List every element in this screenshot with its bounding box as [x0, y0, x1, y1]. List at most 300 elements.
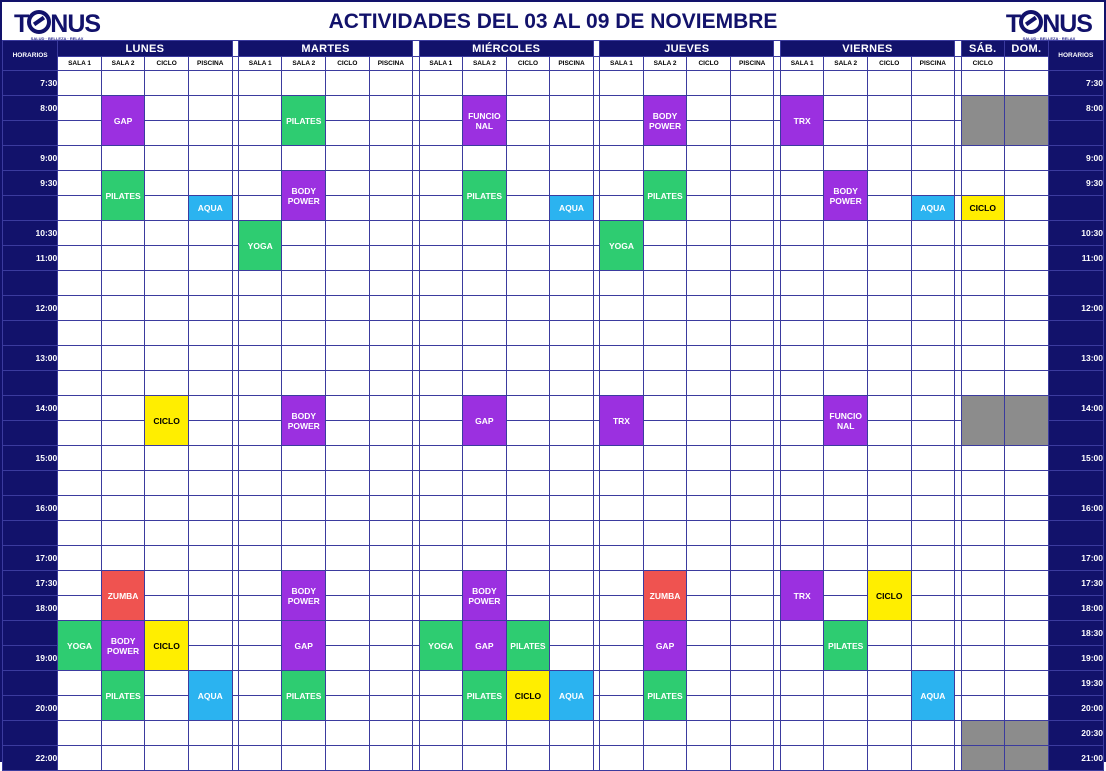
slot[interactable]: [326, 121, 370, 146]
slot[interactable]: [188, 146, 232, 171]
slot-domingo[interactable]: [1005, 571, 1049, 596]
slot[interactable]: [824, 471, 868, 496]
slot[interactable]: [145, 746, 189, 771]
slot[interactable]: [188, 496, 232, 521]
slot[interactable]: [550, 321, 594, 346]
class-lunes-pilates[interactable]: PILATES: [101, 171, 145, 221]
slot[interactable]: [550, 171, 594, 196]
slot[interactable]: [145, 96, 189, 121]
slot[interactable]: [600, 71, 644, 96]
slot-domingo[interactable]: [1005, 346, 1049, 371]
slot[interactable]: [101, 246, 145, 271]
slot[interactable]: [463, 146, 507, 171]
slot[interactable]: [326, 321, 370, 346]
slot[interactable]: [824, 271, 868, 296]
slot[interactable]: [419, 121, 463, 146]
slot[interactable]: [145, 321, 189, 346]
slot[interactable]: [600, 471, 644, 496]
slot[interactable]: [188, 746, 232, 771]
class-miercoles-aqua[interactable]: AQUA: [550, 196, 594, 221]
slot[interactable]: [730, 346, 774, 371]
slot[interactable]: [369, 671, 413, 696]
slot[interactable]: [600, 446, 644, 471]
slot[interactable]: [188, 421, 232, 446]
slot[interactable]: [463, 546, 507, 571]
slot[interactable]: [600, 96, 644, 121]
slot[interactable]: [282, 71, 326, 96]
slot[interactable]: [730, 646, 774, 671]
slot[interactable]: [326, 546, 370, 571]
slot[interactable]: [643, 396, 687, 421]
slot[interactable]: [550, 421, 594, 446]
slot[interactable]: [643, 371, 687, 396]
slot[interactable]: [780, 696, 824, 721]
slot[interactable]: [58, 696, 102, 721]
slot[interactable]: [550, 96, 594, 121]
slot[interactable]: [369, 521, 413, 546]
slot[interactable]: [463, 271, 507, 296]
slot[interactable]: [867, 121, 911, 146]
slot[interactable]: [867, 246, 911, 271]
slot-domingo[interactable]: [1005, 671, 1049, 696]
slot[interactable]: [911, 346, 955, 371]
slot[interactable]: [145, 371, 189, 396]
slot[interactable]: [506, 196, 550, 221]
slot[interactable]: [687, 721, 731, 746]
slot-sabado[interactable]: [961, 171, 1005, 196]
class-miercoles-gap[interactable]: GAP: [463, 396, 507, 446]
slot[interactable]: [730, 296, 774, 321]
slot[interactable]: [506, 746, 550, 771]
slot[interactable]: [687, 196, 731, 221]
slot[interactable]: [58, 121, 102, 146]
slot-sabado[interactable]: [961, 146, 1005, 171]
slot[interactable]: [419, 471, 463, 496]
slot[interactable]: [419, 596, 463, 621]
class-lunes-aqua[interactable]: AQUA: [188, 196, 232, 221]
slot[interactable]: [780, 171, 824, 196]
slot[interactable]: [867, 196, 911, 221]
slot[interactable]: [730, 596, 774, 621]
slot[interactable]: [238, 671, 282, 696]
slot[interactable]: [145, 571, 189, 596]
slot[interactable]: [238, 146, 282, 171]
slot[interactable]: [419, 346, 463, 371]
slot[interactable]: [643, 421, 687, 446]
slot[interactable]: [145, 546, 189, 571]
slot[interactable]: [238, 171, 282, 196]
slot[interactable]: [419, 446, 463, 471]
slot[interactable]: [730, 121, 774, 146]
slot[interactable]: [369, 346, 413, 371]
slot[interactable]: [326, 396, 370, 421]
slot[interactable]: [730, 321, 774, 346]
slot[interactable]: [369, 96, 413, 121]
slot[interactable]: [419, 271, 463, 296]
slot[interactable]: [867, 146, 911, 171]
slot[interactable]: [238, 396, 282, 421]
slot[interactable]: [550, 496, 594, 521]
slot[interactable]: [463, 521, 507, 546]
slot-domingo[interactable]: [1005, 471, 1049, 496]
slot[interactable]: [369, 196, 413, 221]
slot[interactable]: [369, 421, 413, 446]
slot[interactable]: [188, 521, 232, 546]
slot[interactable]: [780, 646, 824, 671]
slot[interactable]: [101, 271, 145, 296]
slot[interactable]: [600, 321, 644, 346]
slot[interactable]: [238, 96, 282, 121]
slot[interactable]: [643, 146, 687, 171]
slot[interactable]: [600, 121, 644, 146]
slot[interactable]: [824, 71, 868, 96]
slot[interactable]: [58, 296, 102, 321]
slot[interactable]: [238, 371, 282, 396]
slot[interactable]: [58, 321, 102, 346]
slot-sabado[interactable]: [961, 621, 1005, 646]
slot[interactable]: [145, 471, 189, 496]
slot[interactable]: [824, 221, 868, 246]
slot[interactable]: [326, 71, 370, 96]
slot[interactable]: [911, 446, 955, 471]
slot[interactable]: [687, 646, 731, 671]
slot[interactable]: [326, 671, 370, 696]
slot[interactable]: [600, 371, 644, 396]
slot[interactable]: [463, 71, 507, 96]
slot[interactable]: [824, 671, 868, 696]
slot[interactable]: [238, 696, 282, 721]
slot[interactable]: [550, 296, 594, 321]
slot[interactable]: [506, 321, 550, 346]
slot[interactable]: [550, 746, 594, 771]
slot[interactable]: [145, 121, 189, 146]
slot[interactable]: [780, 446, 824, 471]
slot[interactable]: [911, 396, 955, 421]
slot[interactable]: [643, 471, 687, 496]
slot[interactable]: [687, 546, 731, 571]
slot[interactable]: [238, 71, 282, 96]
slot[interactable]: [643, 296, 687, 321]
slot[interactable]: [188, 221, 232, 246]
slot[interactable]: [780, 746, 824, 771]
class-martes-pilates-noche[interactable]: PILATES: [282, 671, 326, 721]
slot[interactable]: [58, 421, 102, 446]
slot[interactable]: [687, 221, 731, 246]
slot[interactable]: [867, 546, 911, 571]
slot[interactable]: [550, 596, 594, 621]
slot[interactable]: [188, 271, 232, 296]
slot[interactable]: [730, 146, 774, 171]
slot[interactable]: [188, 646, 232, 671]
slot[interactable]: [867, 221, 911, 246]
slot[interactable]: [282, 246, 326, 271]
slot[interactable]: [58, 521, 102, 546]
slot[interactable]: [326, 696, 370, 721]
slot[interactable]: [369, 496, 413, 521]
slot[interactable]: [369, 321, 413, 346]
slot[interactable]: [687, 96, 731, 121]
slot[interactable]: [58, 746, 102, 771]
slot[interactable]: [101, 421, 145, 446]
slot[interactable]: [145, 221, 189, 246]
slot[interactable]: [687, 746, 731, 771]
slot[interactable]: [369, 296, 413, 321]
slot[interactable]: [369, 71, 413, 96]
slot-domingo[interactable]: [1005, 521, 1049, 546]
slot[interactable]: [550, 471, 594, 496]
slot[interactable]: [867, 696, 911, 721]
slot-domingo[interactable]: [1005, 546, 1049, 571]
slot[interactable]: [867, 71, 911, 96]
slot[interactable]: [326, 296, 370, 321]
slot[interactable]: [600, 596, 644, 621]
slot[interactable]: [419, 321, 463, 346]
slot[interactable]: [282, 296, 326, 321]
slot[interactable]: [506, 521, 550, 546]
slot[interactable]: [600, 696, 644, 721]
slot[interactable]: [730, 396, 774, 421]
slot[interactable]: [824, 371, 868, 396]
slot[interactable]: [326, 196, 370, 221]
slot-sabado[interactable]: [961, 646, 1005, 671]
slot[interactable]: [145, 696, 189, 721]
slot-sabado[interactable]: [961, 571, 1005, 596]
slot[interactable]: [369, 121, 413, 146]
class-miercoles-gap-noche[interactable]: GAP: [463, 621, 507, 671]
slot[interactable]: [58, 271, 102, 296]
slot[interactable]: [326, 471, 370, 496]
slot[interactable]: [463, 371, 507, 396]
slot[interactable]: [911, 71, 955, 96]
class-viernes-trx-noche[interactable]: TRX: [780, 571, 824, 621]
slot[interactable]: [238, 421, 282, 446]
slot[interactable]: [419, 696, 463, 721]
slot[interactable]: [824, 721, 868, 746]
slot[interactable]: [824, 746, 868, 771]
class-viernes-bodypower[interactable]: BODY POWER: [824, 171, 868, 221]
class-miercoles-pilates-noche[interactable]: PILATES: [463, 671, 507, 721]
slot[interactable]: [730, 746, 774, 771]
slot[interactable]: [687, 171, 731, 196]
slot[interactable]: [911, 596, 955, 621]
slot[interactable]: [911, 746, 955, 771]
slot[interactable]: [188, 571, 232, 596]
slot[interactable]: [506, 546, 550, 571]
slot[interactable]: [911, 171, 955, 196]
slot[interactable]: [419, 171, 463, 196]
slot[interactable]: [867, 621, 911, 646]
slot[interactable]: [824, 146, 868, 171]
slot[interactable]: [687, 296, 731, 321]
slot[interactable]: [101, 521, 145, 546]
slot[interactable]: [911, 221, 955, 246]
slot[interactable]: [867, 746, 911, 771]
slot[interactable]: [550, 371, 594, 396]
slot[interactable]: [188, 546, 232, 571]
slot[interactable]: [419, 546, 463, 571]
slot[interactable]: [780, 371, 824, 396]
slot[interactable]: [58, 446, 102, 471]
slot[interactable]: [911, 546, 955, 571]
slot[interactable]: [911, 296, 955, 321]
slot[interactable]: [238, 121, 282, 146]
slot[interactable]: [911, 146, 955, 171]
slot[interactable]: [369, 446, 413, 471]
slot[interactable]: [730, 671, 774, 696]
class-sabado-ciclo[interactable]: CICLO: [961, 196, 1005, 221]
slot[interactable]: [506, 596, 550, 621]
slot[interactable]: [58, 71, 102, 96]
slot[interactable]: [506, 421, 550, 446]
slot[interactable]: [506, 296, 550, 321]
slot[interactable]: [550, 646, 594, 671]
slot[interactable]: [600, 496, 644, 521]
slot[interactable]: [326, 246, 370, 271]
slot[interactable]: [238, 321, 282, 346]
slot[interactable]: [188, 721, 232, 746]
class-lunes-gap[interactable]: GAP: [101, 96, 145, 146]
slot[interactable]: [326, 421, 370, 446]
class-jueves-yoga[interactable]: YOGA: [600, 221, 644, 271]
slot[interactable]: [463, 746, 507, 771]
slot[interactable]: [58, 471, 102, 496]
slot[interactable]: [326, 146, 370, 171]
slot[interactable]: [730, 71, 774, 96]
slot[interactable]: [600, 646, 644, 671]
slot[interactable]: [58, 221, 102, 246]
slot[interactable]: [506, 571, 550, 596]
slot[interactable]: [369, 696, 413, 721]
slot[interactable]: [687, 696, 731, 721]
slot[interactable]: [867, 421, 911, 446]
slot[interactable]: [687, 446, 731, 471]
slot[interactable]: [643, 521, 687, 546]
slot[interactable]: [145, 446, 189, 471]
slot[interactable]: [550, 621, 594, 646]
slot[interactable]: [643, 446, 687, 471]
slot[interactable]: [687, 571, 731, 596]
slot[interactable]: [326, 446, 370, 471]
slot[interactable]: [369, 171, 413, 196]
slot[interactable]: [730, 571, 774, 596]
slot[interactable]: [911, 246, 955, 271]
slot[interactable]: [643, 346, 687, 371]
class-martes-bodypower-noche[interactable]: BODY POWER: [282, 571, 326, 621]
slot[interactable]: [824, 96, 868, 121]
slot[interactable]: [238, 746, 282, 771]
slot[interactable]: [824, 496, 868, 521]
slot-domingo[interactable]: [1005, 271, 1049, 296]
slot-domingo[interactable]: [1005, 596, 1049, 621]
slot[interactable]: [550, 396, 594, 421]
slot[interactable]: [238, 621, 282, 646]
slot[interactable]: [326, 271, 370, 296]
slot[interactable]: [145, 671, 189, 696]
slot[interactable]: [326, 346, 370, 371]
slot[interactable]: [643, 71, 687, 96]
slot[interactable]: [369, 596, 413, 621]
slot[interactable]: [326, 221, 370, 246]
slot[interactable]: [145, 146, 189, 171]
slot[interactable]: [550, 446, 594, 471]
slot[interactable]: [780, 621, 824, 646]
slot[interactable]: [419, 571, 463, 596]
slot[interactable]: [600, 521, 644, 546]
slot[interactable]: [369, 396, 413, 421]
slot[interactable]: [911, 621, 955, 646]
slot[interactable]: [101, 396, 145, 421]
slot[interactable]: [780, 421, 824, 446]
slot[interactable]: [145, 296, 189, 321]
slot[interactable]: [188, 396, 232, 421]
slot[interactable]: [550, 221, 594, 246]
slot[interactable]: [600, 171, 644, 196]
slot[interactable]: [145, 271, 189, 296]
slot[interactable]: [282, 321, 326, 346]
slot[interactable]: [824, 296, 868, 321]
class-lunes-bodypower[interactable]: BODY POWER: [101, 621, 145, 671]
slot[interactable]: [730, 171, 774, 196]
slot[interactable]: [867, 521, 911, 546]
slot[interactable]: [867, 671, 911, 696]
slot[interactable]: [282, 521, 326, 546]
slot-domingo[interactable]: [1005, 246, 1049, 271]
slot[interactable]: [419, 671, 463, 696]
slot[interactable]: [730, 246, 774, 271]
slot-sabado[interactable]: [961, 271, 1005, 296]
slot[interactable]: [730, 621, 774, 646]
slot-domingo[interactable]: [1005, 221, 1049, 246]
class-jueves-pilates-noche[interactable]: PILATES: [643, 671, 687, 721]
class-lunes-yoga[interactable]: YOGA: [58, 621, 102, 671]
slot[interactable]: [238, 346, 282, 371]
slot[interactable]: [369, 621, 413, 646]
slot[interactable]: [58, 246, 102, 271]
class-viernes-aqua-noche[interactable]: AQUA: [911, 671, 955, 721]
slot[interactable]: [643, 246, 687, 271]
slot-sabado[interactable]: [961, 521, 1005, 546]
slot[interactable]: [101, 321, 145, 346]
class-viernes-trx[interactable]: TRX: [780, 96, 824, 146]
slot[interactable]: [600, 571, 644, 596]
slot[interactable]: [643, 496, 687, 521]
slot[interactable]: [824, 596, 868, 621]
slot[interactable]: [600, 721, 644, 746]
slot[interactable]: [188, 246, 232, 271]
slot[interactable]: [145, 246, 189, 271]
slot[interactable]: [369, 546, 413, 571]
slot[interactable]: [58, 721, 102, 746]
slot[interactable]: [463, 721, 507, 746]
slot[interactable]: [326, 496, 370, 521]
slot[interactable]: [238, 721, 282, 746]
slot[interactable]: [188, 596, 232, 621]
slot[interactable]: [550, 71, 594, 96]
class-martes-bodypower-tarde[interactable]: BODY POWER: [282, 396, 326, 446]
slot[interactable]: [145, 346, 189, 371]
slot[interactable]: [780, 671, 824, 696]
slot[interactable]: [867, 346, 911, 371]
slot-domingo[interactable]: [1005, 146, 1049, 171]
slot[interactable]: [145, 196, 189, 221]
slot[interactable]: [282, 496, 326, 521]
slot[interactable]: [780, 546, 824, 571]
slot-sabado[interactable]: [961, 671, 1005, 696]
slot[interactable]: [145, 71, 189, 96]
slot[interactable]: [419, 721, 463, 746]
slot[interactable]: [867, 271, 911, 296]
slot[interactable]: [687, 596, 731, 621]
